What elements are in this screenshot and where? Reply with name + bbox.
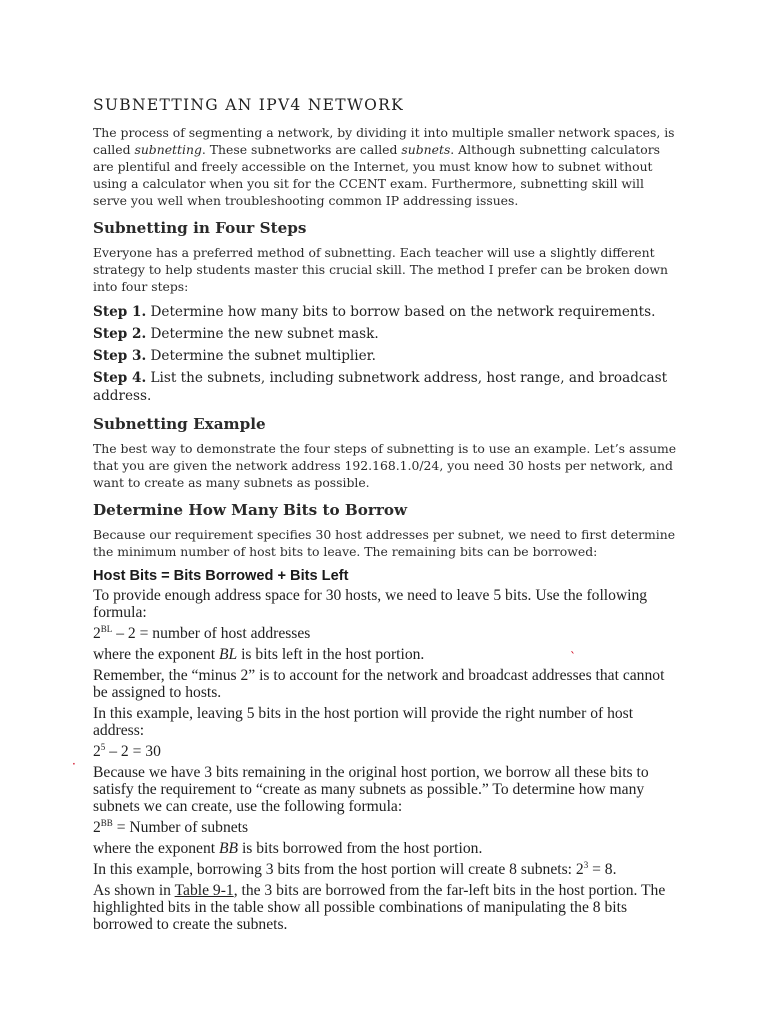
step-label: Step 4.: [93, 370, 147, 386]
page-title: SUBNETTING AN IPV4 NETWORK: [93, 96, 405, 114]
text: where the exponent: [93, 646, 219, 663]
body-paragraph: [93, 646, 678, 663]
formula-base: 2: [93, 743, 101, 760]
text: In this example, borrowing 3 bits from the host portion will create 8 subnets: 2: [93, 861, 584, 878]
formula-rest: – 2 = 30: [105, 743, 161, 760]
intro-text: The process of segmenting a network, by dividing it into multiple smaller network spaces, is called: [93, 125, 675, 157]
step-4: [93, 369, 678, 405]
heading-subnetting-example: Subnetting Example: [93, 415, 266, 433]
heading-bits-to-borrow: Determine How Many Bits to Borrow: [93, 501, 408, 519]
formula-subnets: [93, 819, 678, 836]
emphasis: BL: [219, 646, 238, 663]
formula-rest: = Number of subnets: [112, 819, 249, 836]
text: where the exponent: [93, 840, 219, 857]
step-1: [93, 303, 678, 321]
intro-text: . These subnetworks are called: [201, 142, 402, 157]
formula-rest: – 2 = number of host addresses: [112, 625, 311, 642]
intro-em-subnets: subnets: [401, 142, 451, 157]
formula-base: 2: [93, 819, 101, 836]
formula-exponent: BB: [100, 817, 113, 828]
borrow-paragraph: Because our requirement specifies 30 host addresses per subnet, we need to first determine the minimum number of host bits to leave. The remaining bits can be borrowed:: [93, 527, 676, 559]
body-paragraph: [93, 840, 678, 857]
annotation-mark: ·: [72, 757, 76, 771]
formula-heading: Host Bits = Bits Borrowed + Bits Left: [93, 568, 349, 584]
four-steps-paragraph: Everyone has a preferred method of subnetting. Each teacher will use a slightly different strategy to help students master this crucial skill. The method I prefer can be broken down into four steps:: [93, 245, 668, 294]
intro-paragraph: [93, 124, 678, 209]
formula-exponent: 5: [100, 741, 106, 752]
intro-text: . Although subnetting calculators are plentiful and freely accessible on the Internet, you must know how to subnet without using a calculator when you sit for the CCENT exam. Furthermore, subnetting skill will serve you well when troubleshooting common IP addressing issues.: [93, 142, 660, 208]
text: is bits left in the host portion.: [237, 646, 425, 663]
step-text: List the subnets, including subnetwork address, host range, and broadcast address.: [93, 370, 668, 404]
step-label: Step 3.: [93, 348, 147, 364]
body-paragraph: [93, 882, 678, 933]
text: As shown in: [93, 882, 175, 899]
step-3: [93, 347, 678, 365]
step-label: Step 1.: [93, 304, 147, 320]
body-paragraph: In this example, leaving 5 bits in the host portion will provide the right number of host address:: [93, 705, 634, 739]
table-9-1-link[interactable]: Table 9-1: [174, 882, 234, 899]
example-paragraph: The best way to demonstrate the four steps of subnetting is to use an example. Let’s assume that you are given the network address 192.168.1.0/24, you need 30 hosts per network, and want to create as many subnets as possible.: [93, 441, 677, 490]
body-paragraph: [93, 861, 678, 878]
formula-exponent: 3: [583, 859, 589, 870]
body-paragraph: To provide enough address space for 30 hosts, we need to leave 5 bits. Use the following formula:: [93, 587, 648, 621]
step-text: Determine the new subnet mask.: [146, 326, 379, 342]
step-label: Step 2.: [93, 326, 147, 342]
formula-example: [93, 743, 678, 760]
emphasis: BB: [219, 840, 239, 857]
formula-exponent: BL: [100, 623, 113, 634]
annotation-mark: ˋ: [570, 650, 576, 664]
text: is bits borrowed from the host portion.: [238, 840, 483, 857]
formula-host-addresses: [93, 625, 678, 642]
heading-four-steps: Subnetting in Four Steps: [93, 219, 307, 237]
step-text: Determine the subnet multiplier.: [146, 348, 376, 364]
document-page: [93, 96, 678, 937]
text: , the 3 bits are borrowed from the far-left bits in the host portion. The highlighted bits in the table show all possible combinations of manipulating the 8 bits borrowed to create the subnets.: [93, 882, 666, 933]
step-text: Determine how many bits to borrow based on the network requirements.: [146, 304, 656, 320]
body-paragraph: Because we have 3 bits remaining in the original host portion, we borrow all these bits to satisfy the requirement to “create as many subnets as possible.” To determine how many subnets we can create, use the following formula:: [93, 764, 649, 815]
body-paragraph: Remember, the “minus 2” is to account for the network and broadcast addresses that cannot be assigned to hosts.: [93, 667, 665, 701]
formula-base: 2: [93, 625, 101, 642]
text: = 8.: [588, 861, 617, 878]
intro-em-subnetting: subnetting: [134, 142, 202, 157]
step-2: [93, 325, 678, 343]
